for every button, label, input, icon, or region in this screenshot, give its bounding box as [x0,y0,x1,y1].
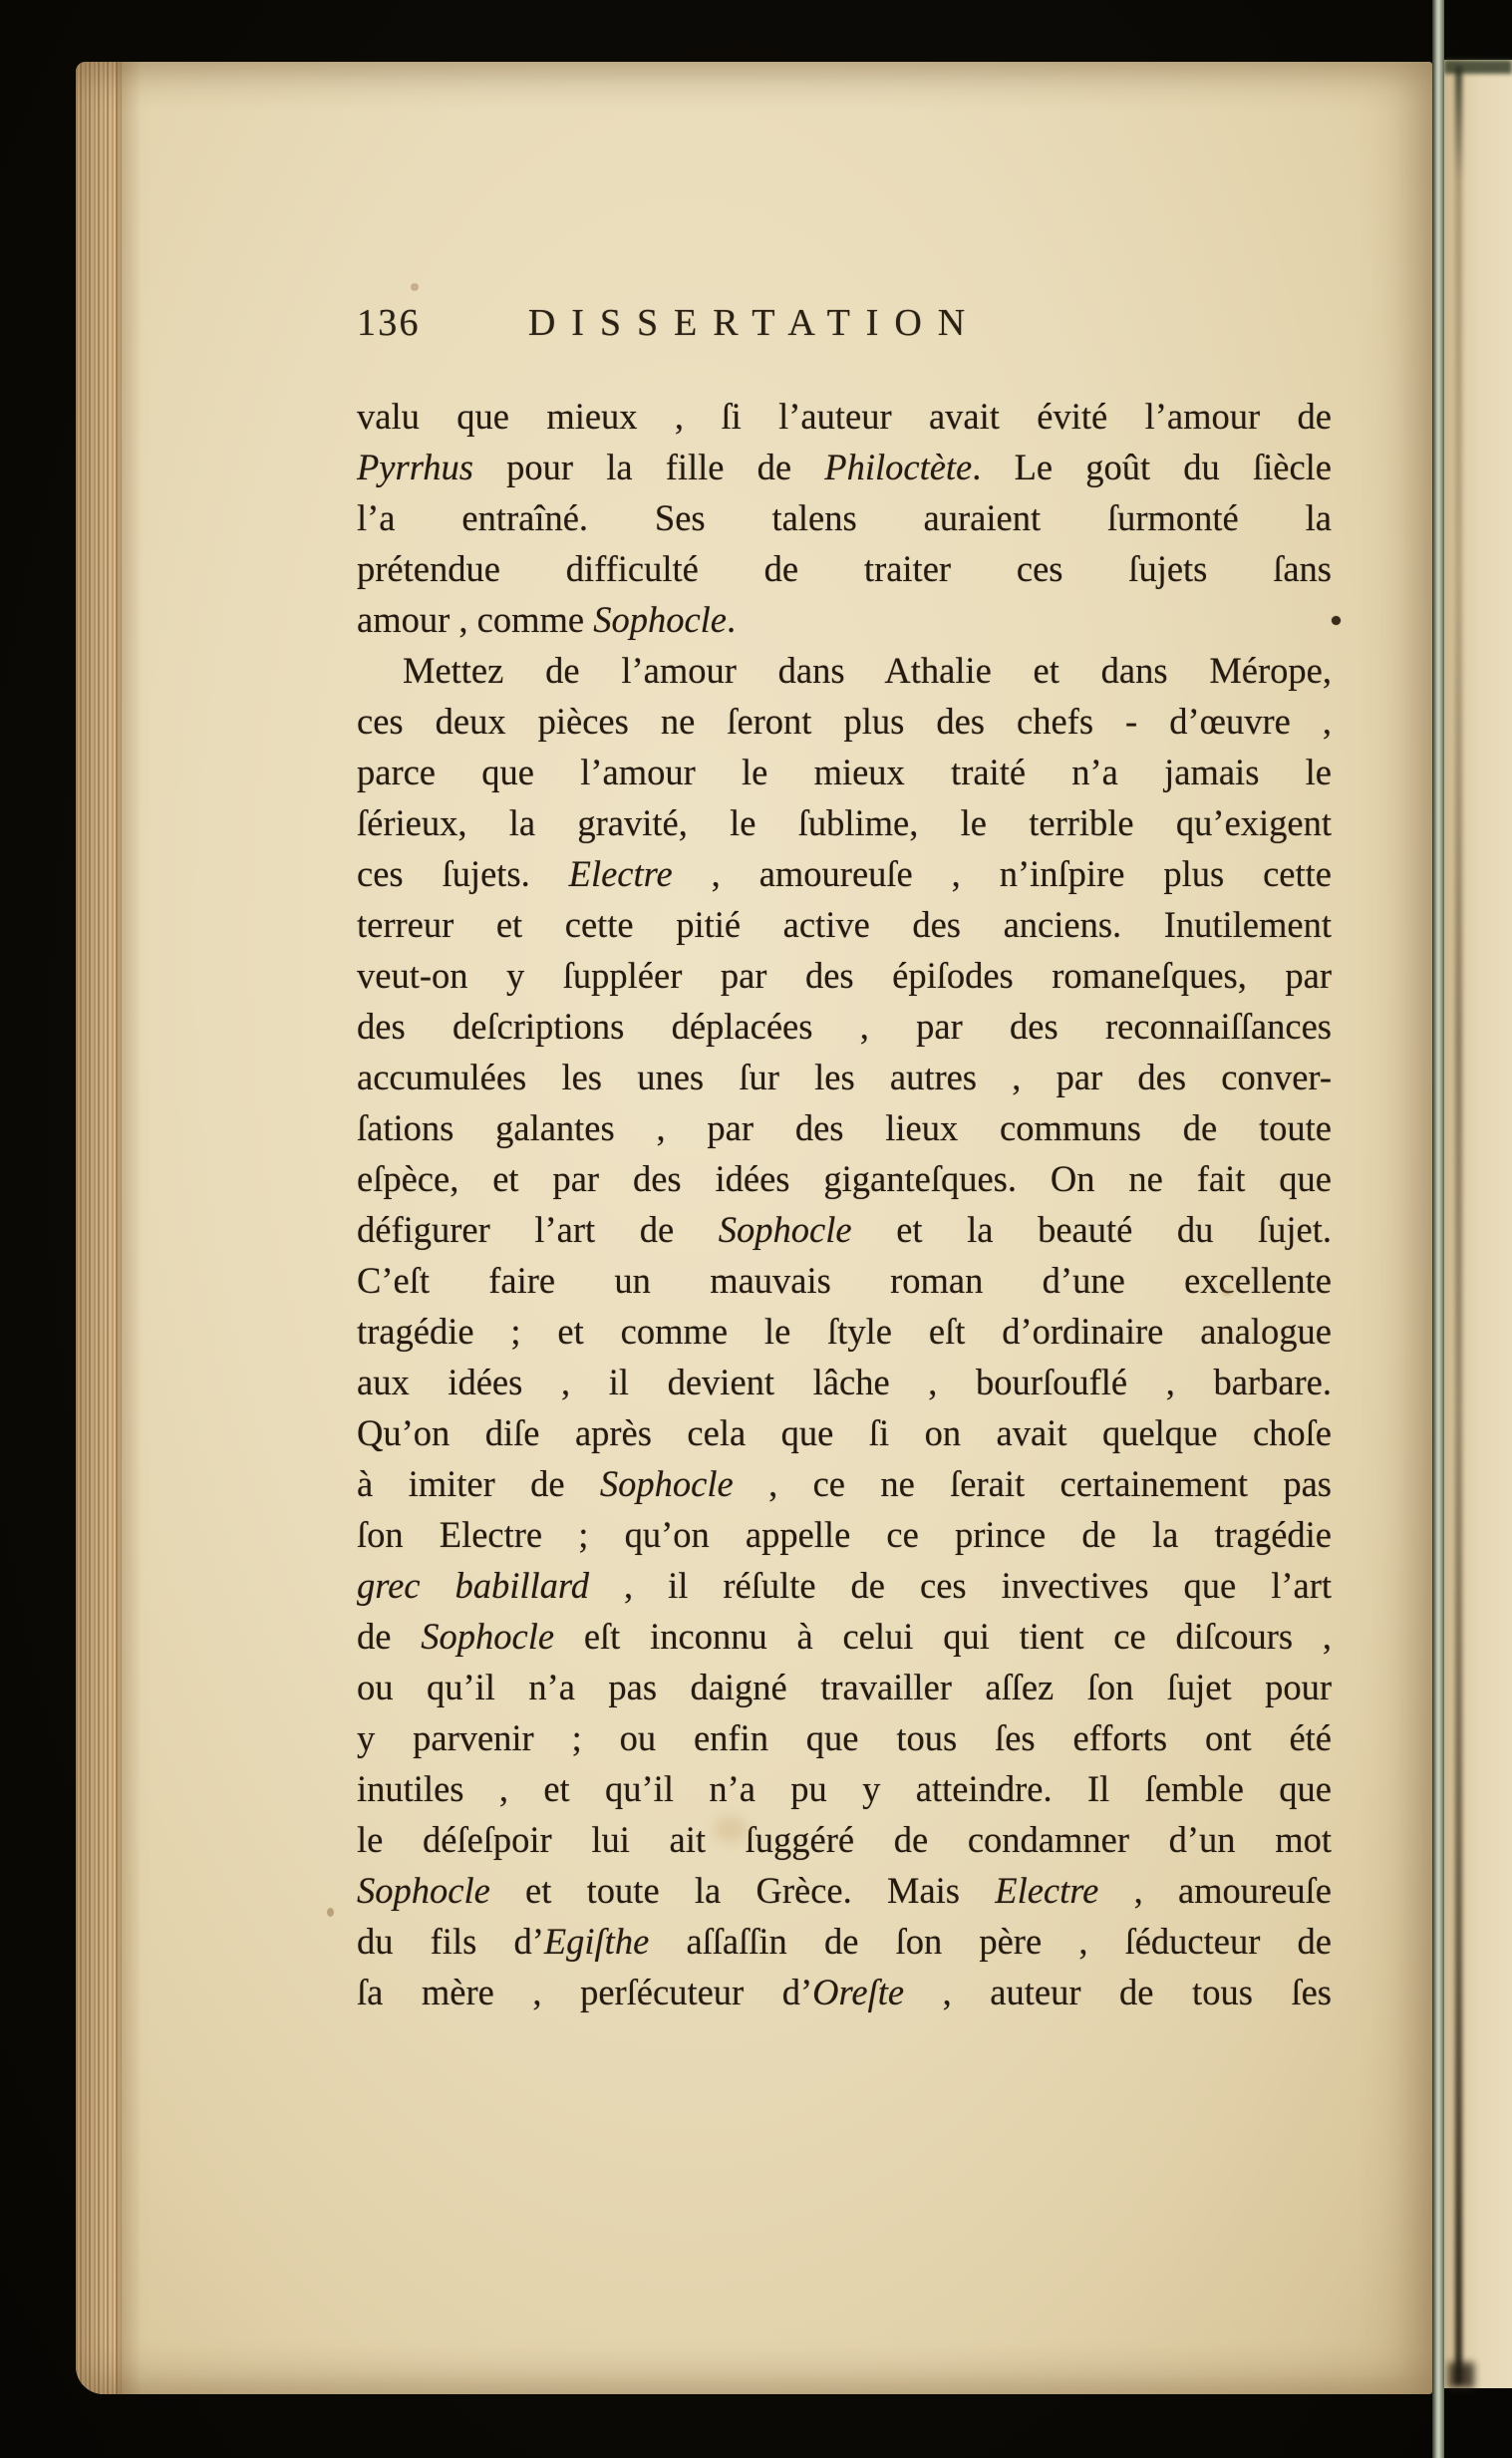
text-line: veut-on y ſuppléer par des épiſodes romaneſques, par [357,955,1332,996]
running-title: DISSERTATION [527,302,982,344]
text-line: amour , comme Sophocle. [357,599,737,640]
text-line: y parvenir ; ou enfin que tous ſes efforts ont été [357,1717,1332,1758]
glass-plate-edge [1432,0,1444,2458]
page-number: 136 [357,302,421,344]
text-line: eſpèce, et par des idées giganteſques. On ne fait que [357,1158,1332,1199]
text-line: ſérieux, la gravité, le ſublime, le terrible qu’exigent [357,802,1332,843]
text-line: parce que l’amour le mieux traité n’a jamais le [357,752,1332,792]
text-line: ſa mère , perſécuteur d’Oreſte , auteur de tous ſes [357,1972,1332,2012]
text-line: ou qu’il n’a pas daigné travailler aſſez ſon ſujet pour [357,1667,1332,1707]
gutter-seam-shadow [1455,66,1462,2384]
text-line: accumulées les unes ſur les autres , par des conver- [357,1057,1332,1097]
text-line: valu que mieux , ſi l’auteur avait évité l’amour de [357,396,1332,437]
gutter-bottom-shadow [1448,2362,1474,2388]
text-block [357,391,1332,2017]
text-line: des deſcriptions déplacées , par des reconnaiſſances [357,1006,1332,1047]
text-line: de Sophocle eſt inconnu à celui qui tient ce diſcours , [357,1616,1333,1657]
page-stack-edge-shadow [116,62,142,2394]
book-page [76,62,1432,2394]
text-line: du fils d’Egiſthe aſſaſſin de ſon père , ſéducteur de [357,1921,1332,1962]
text-line: Mettez de l’amour dans Athalie et dans Mérope, [403,650,1332,691]
text-line: Pyrrhus pour la fille de Philoctète. Le goût du ſiècle [357,447,1332,487]
text-line: terreur et cette pitié active des anciens. Inutilement [357,904,1332,945]
text-line: ſations galantes , par des lieux communs de toute [357,1107,1332,1148]
text-line: à imiter de Sophocle , ce ne ſerait certainement pas [357,1463,1332,1504]
text-line: l’a entraîné. Ses talens auraient ſurmonté la [357,497,1332,538]
text-line: ſon Electre ; qu’on appelle ce prince de la tragédie [357,1514,1332,1555]
text-line: le déſeſpoir lui ait ſuggéré de condamner d’un mot [357,1819,1332,1860]
text-line: ces ſujets. Electre , amoureuſe , n’inſpire plus cette [357,853,1332,894]
paper-speck [327,1908,334,1917]
text-line: défigurer l’art de Sophocle et la beauté du ſujet. [357,1209,1332,1250]
text-line: tragédie ; et comme le ſtyle eſt d’ordinaire analogue [357,1311,1332,1352]
paper-speck [411,283,419,291]
text-line: inutiles , et qu’il n’a pu y atteindre. Il ſemble que [357,1768,1332,1809]
text-line: Qu’on diſe après cela que ſi on avait quelque choſe [357,1412,1332,1453]
text-line: prétendue difficulté de traiter ces ſujets ſans [357,548,1332,589]
text-line: aux idées , il devient lâche , bourſouflé , barbare. [357,1362,1332,1402]
facing-page-edge [1444,60,1512,2388]
stray-ink-dot [1332,616,1341,625]
page-header [357,301,1332,353]
text-line: Sophocle et toute la Grèce. Mais Electre , amoureuſe [357,1870,1332,1911]
text-line: ces deux pièces ne ſeront plus des chefs - d’œuvre , [357,701,1332,742]
text-line: C’eſt faire un mauvais roman d’une excellente [357,1260,1332,1301]
text-line: grec babillard , il réſulte de ces invectives que l’art [357,1565,1332,1606]
